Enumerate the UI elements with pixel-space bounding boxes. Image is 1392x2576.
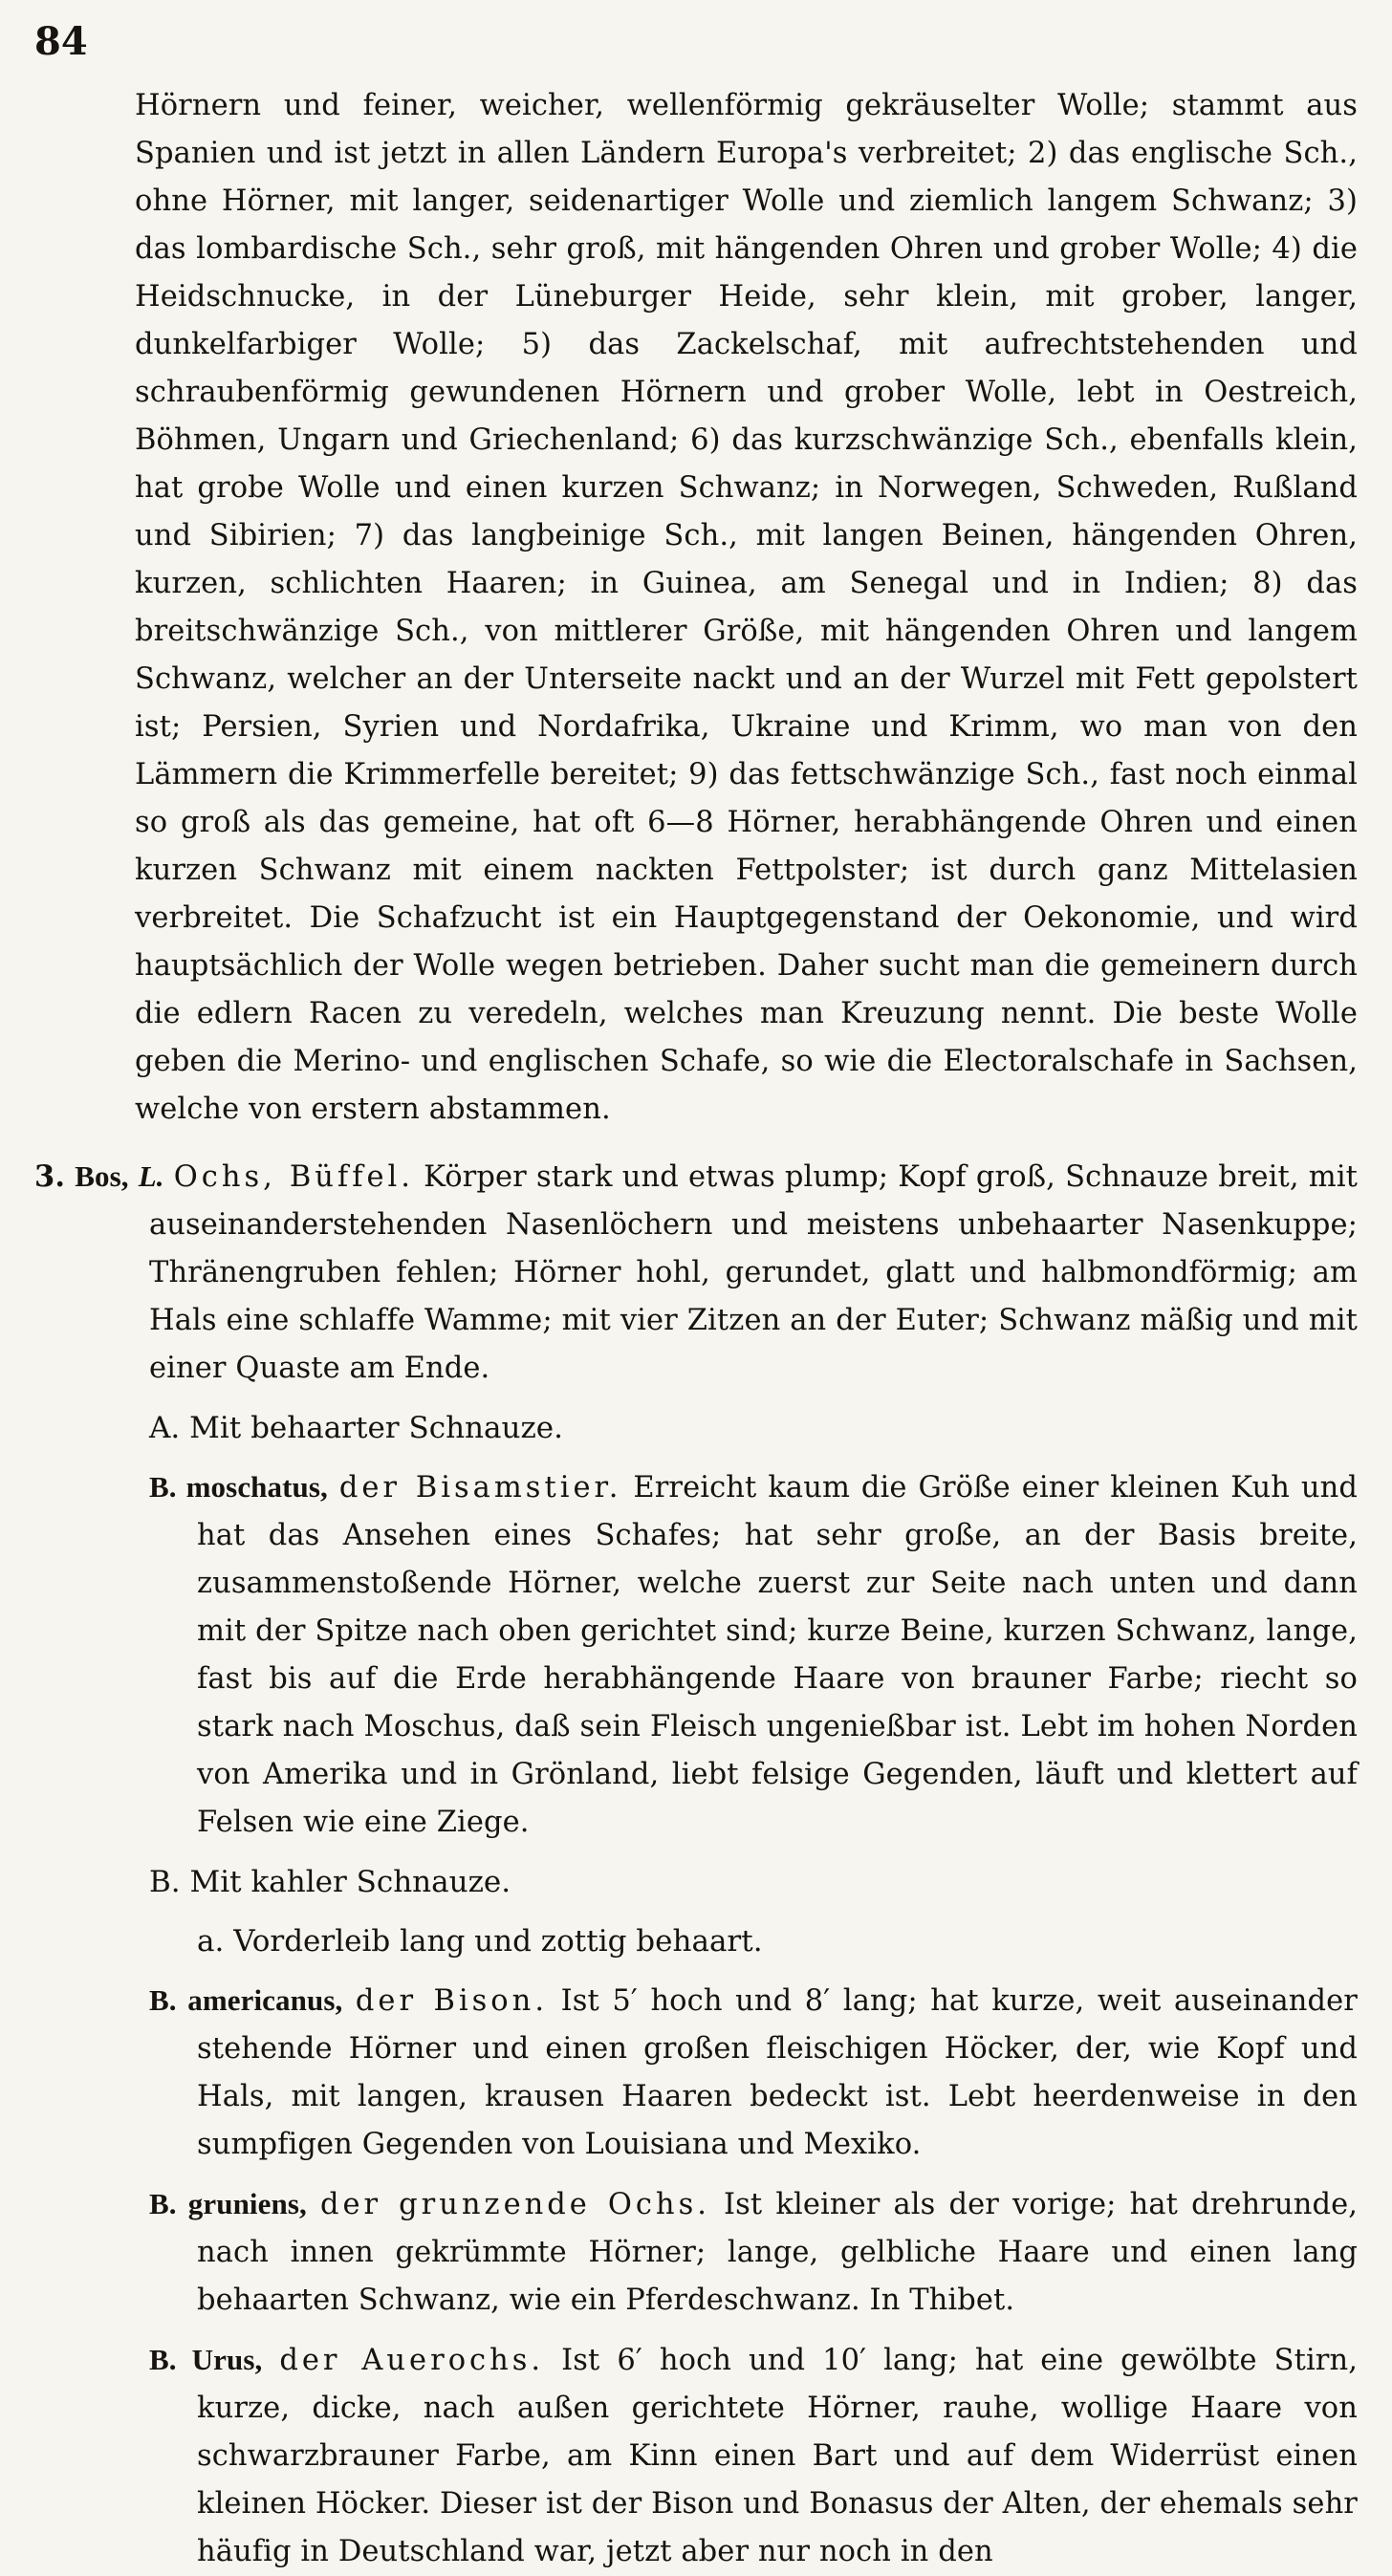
section-a-heading: A. Mit behaarter Schnauze. [149, 1411, 563, 1445]
species-description: Ist kleiner als der vorige; hat drehrunde, nach innen gekrümmte Hörner; lange, gelbliche Haare und einen lang behaarten Schwanz, wie ein Pferdeschwanz. In Thibet. [197, 2188, 1359, 2317]
genus-bos-paragraph [34, 1153, 1358, 1393]
species-german-name: der Bison. [355, 1984, 549, 2018]
species-german-name: der grunzende Ochs. [319, 2188, 710, 2221]
species-latin-name: B. Urus, [149, 2343, 263, 2376]
species-latin-name: B. moschatus, [149, 1470, 328, 1504]
species-entry-urus [34, 2336, 1358, 2576]
genus-number: 3. [34, 1159, 66, 1194]
species-entry-gruniens [34, 2180, 1358, 2325]
genus-latin-name: Bos, [75, 1159, 129, 1193]
section-b-heading: B. Mit kahler Schnauze. [149, 1865, 511, 1899]
species-description: Erreicht kaum die Größe einer kleinen Kuh und hat das Ansehen eines Schafes; hat sehr große, an der Basis breite, zusammenstoßende Hörner, welche zuerst zur Seite nach unten und dann mit der Spitze nach oben gerichtet sind; kurze Beine, kurzen Schwanz, lange, fast bis auf die Erde herabhängende Haare von brauner Farbe; riecht so stark nach Moschus, daß sein Fleisch ungenießbar ist. Lebt im hohen Norden von Amerika und in Grönland, liebt felsige Gegenden, läuft und klettert auf Felsen wie eine Ziege. [197, 1471, 1359, 1839]
genus-author: L. [138, 1159, 164, 1193]
subsection-a-heading: a. Vorderleib lang und zottig behaart. [197, 1924, 763, 1959]
species-entry-americanus [34, 1977, 1358, 2169]
species-description: Ist 6′ hoch und 10′ lang; hat eine gewölbte Stirn, kurze, dicke, nach außen gerichtete Hörner, rauhe, wollige Haare von schwarzbrauner Farbe, am Kinn einen Bart und auf dem Widerrüst einen kleinen Höcker. Dieser ist der Bison und Bonasus der Alten, der ehemals sehr häufig in Deutschland war, jetzt aber nur noch in den [197, 2344, 1359, 2568]
continuation-paragraph: Hörnern und feiner, weicher, wellenförmig gekräuselter Wolle; stammt aus Spanien und ist jetzt in allen Ländern Europa's verbreitet; 2) das englische Sch., ohne Hörner, mit langer, seidenartiger Wolle und ziemlich langem Schwanz; 3) das lombardische Sch., sehr groß, mit hängenden Ohren und grober Wolle; 4) die Heidschnucke, in der Lüneburger Heide, sehr klein, mit grober, langer, dunkelfarbiger Wolle; 5) das Zackelschaf, mit aufrechtstehenden und schraubenförmig gewundenen Hörnern und grober Wolle, lebt in Oestreich, Böhmen, Ungarn und Griechenland; 6) das kurzschwänzige Sch., ebenfalls klein, hat grobe Wolle und einen kurzen Schwanz; in Norwegen, Schweden, Rußland und Sibirien; 7) das langbeinige Sch., mit langen Beinen, hängenden Ohren, kurzen, schlichten Haaren; in Guinea, am Senegal und in Indien; 8) das breitschwänzige Sch., von mittlerer Größe, mit hängenden Ohren und langem Schwanz, welcher an der Unterseite nackt und an der Wurzel mit Fett gepolstert ist; Persien, Syrien und Nordafrika, Ukraine und Krimm, wo man von den Lämmern die Krimmerfelle bereitet; 9) das fettschwänzige Sch., fast noch einmal so groß als das gemeine, hat oft 6—8 Hörner, herabhängende Ohren und einen kurzen Schwanz mit einem nackten Fettpolster; ist durch ganz Mittelasien verbreitet. Die Schafzucht ist ein Hauptgegenstand der Oekonomie, und wird hauptsächlich der Wolle wegen betrieben. Daher sucht man die gemeinern durch die edlern Racen zu veredeln, welches man Kreuzung nennt. Die beste Wolle geben die Merino- und englischen Schafe, so wie die Electoralschafe in Sachsen, welche von erstern abstammen. [135, 89, 1358, 1126]
species-description: Ist 5′ hoch und 8′ lang; hat kurze, weit auseinander stehende Hörner und einen großen fleischigen Höcker, der, wie Kopf und Hals, mit langen, krausen Haaren bedeckt ist. Lebt heerdenweise in den sumpfigen Gegenden von Louisiana und Mexiko. [197, 1984, 1358, 2161]
genus-german-name: Ochs, Büffel. [173, 1160, 415, 1194]
species-german-name: der Bisamstier. [338, 1471, 622, 1504]
species-latin-name: B. americanus, [149, 1983, 343, 2017]
species-entry-moschatus [34, 1463, 1358, 1847]
genus-description: Körper stark und etwas plump; Kopf groß, Schnauze breit, mit auseinanderstehenden Nasenlöchern und meistens unbehaarter Nasenkuppe; Thränengruben fehlen; Hörner hohl, gerundet, glatt und halbmondförmig; am Hals eine schlaffe Wamme; mit vier Zitzen an der Euter; Schwanz mäßig und mit einer Quaste am Ende. [149, 1160, 1359, 1385]
species-latin-name: B. gruniens, [149, 2187, 307, 2220]
page-number: 84 [34, 19, 88, 64]
species-german-name: der Auerochs. [279, 2344, 545, 2377]
